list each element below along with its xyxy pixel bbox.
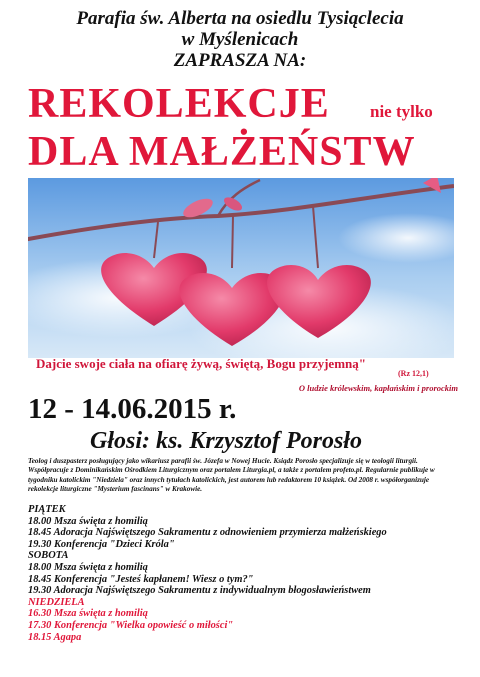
parish-name: Parafia św. Alberta na osiedlu Tysiąclecia (76, 8, 404, 29)
parish-location: w Myślenicach (181, 29, 299, 50)
schedule-item: 17.30 Konferencja "Wielka opowieść o miłości" (28, 619, 234, 631)
scripture-quote: Dajcie swoje ciała na ofiarę żywą, świętą, Bogu przyjemną" (36, 356, 366, 371)
parish-header (0, 8, 480, 71)
day-friday: PIĄTEK (28, 504, 66, 515)
retreat-subtitle: O ludzie królewskim, kapłańskim i prorockim (298, 383, 458, 393)
invitation: ZAPRASZA NA: (173, 50, 307, 71)
schedule-item: 18.45 Adoracja Najświętszego Sakramentu z odnowieniem przymierza małżeńskiego (28, 527, 387, 539)
speaker: Głosi: ks. Krzysztof Porosło (90, 428, 363, 454)
title-not-only: nie tylko (370, 102, 433, 121)
schedule-item: 18.00 Msza święta z homilią (28, 515, 148, 527)
day-saturday: SOBOTA (28, 550, 69, 562)
schedule-item: 18.15 Agapa (28, 631, 82, 643)
schedule-item: 18.45 Konferencja "Jesteś kapłanem! Wiesz o tym?" (28, 573, 254, 585)
title-retreat: REKOLEKCJE (28, 81, 330, 127)
event-dates: 12 - 14.06.2015 r. (28, 393, 237, 425)
schedule-item: 19.30 Konferencja "Dzieci Króla" (28, 538, 175, 550)
day-sunday: NIEDZIELA (28, 596, 85, 608)
schedule-item: 18.00 Msza święta z homilią (28, 561, 148, 573)
bleeding-heart-flowers-image (28, 178, 454, 358)
program-schedule (28, 504, 468, 643)
scripture-reference: (Rz 12,1) (398, 369, 429, 378)
schedule-item: 16.30 Msza święta z homilią (28, 608, 148, 620)
speaker-bio: Teolog i duszpasterz posługujący jako wikariusz parafii św. Józefa w Nowej Hucie. Ksiądz Porosło specjalizuje się w teologii liturgii. Współpracuje z Dominikańskim Ośrodkiem Liturgicznym oraz portalem Liturgia.pl, a także z portalem profeto.pl. Regularnie publikuje w tygodniku katolickim "Niedziela" oraz innych tytułach katolickich, jest autorem lub redaktorem 10 książek. Od 2008 r. współorganizuje rekolekcje liturgiczne "Mysterium fascinans" w Krakowie. (28, 457, 435, 494)
schedule-item: 19.30 Adoracja Najświętszego Sakramentu z indywidualnym błogosławieństwem (28, 585, 371, 597)
title-for-couples: DLA MAŁŻEŃSTW (28, 129, 416, 175)
